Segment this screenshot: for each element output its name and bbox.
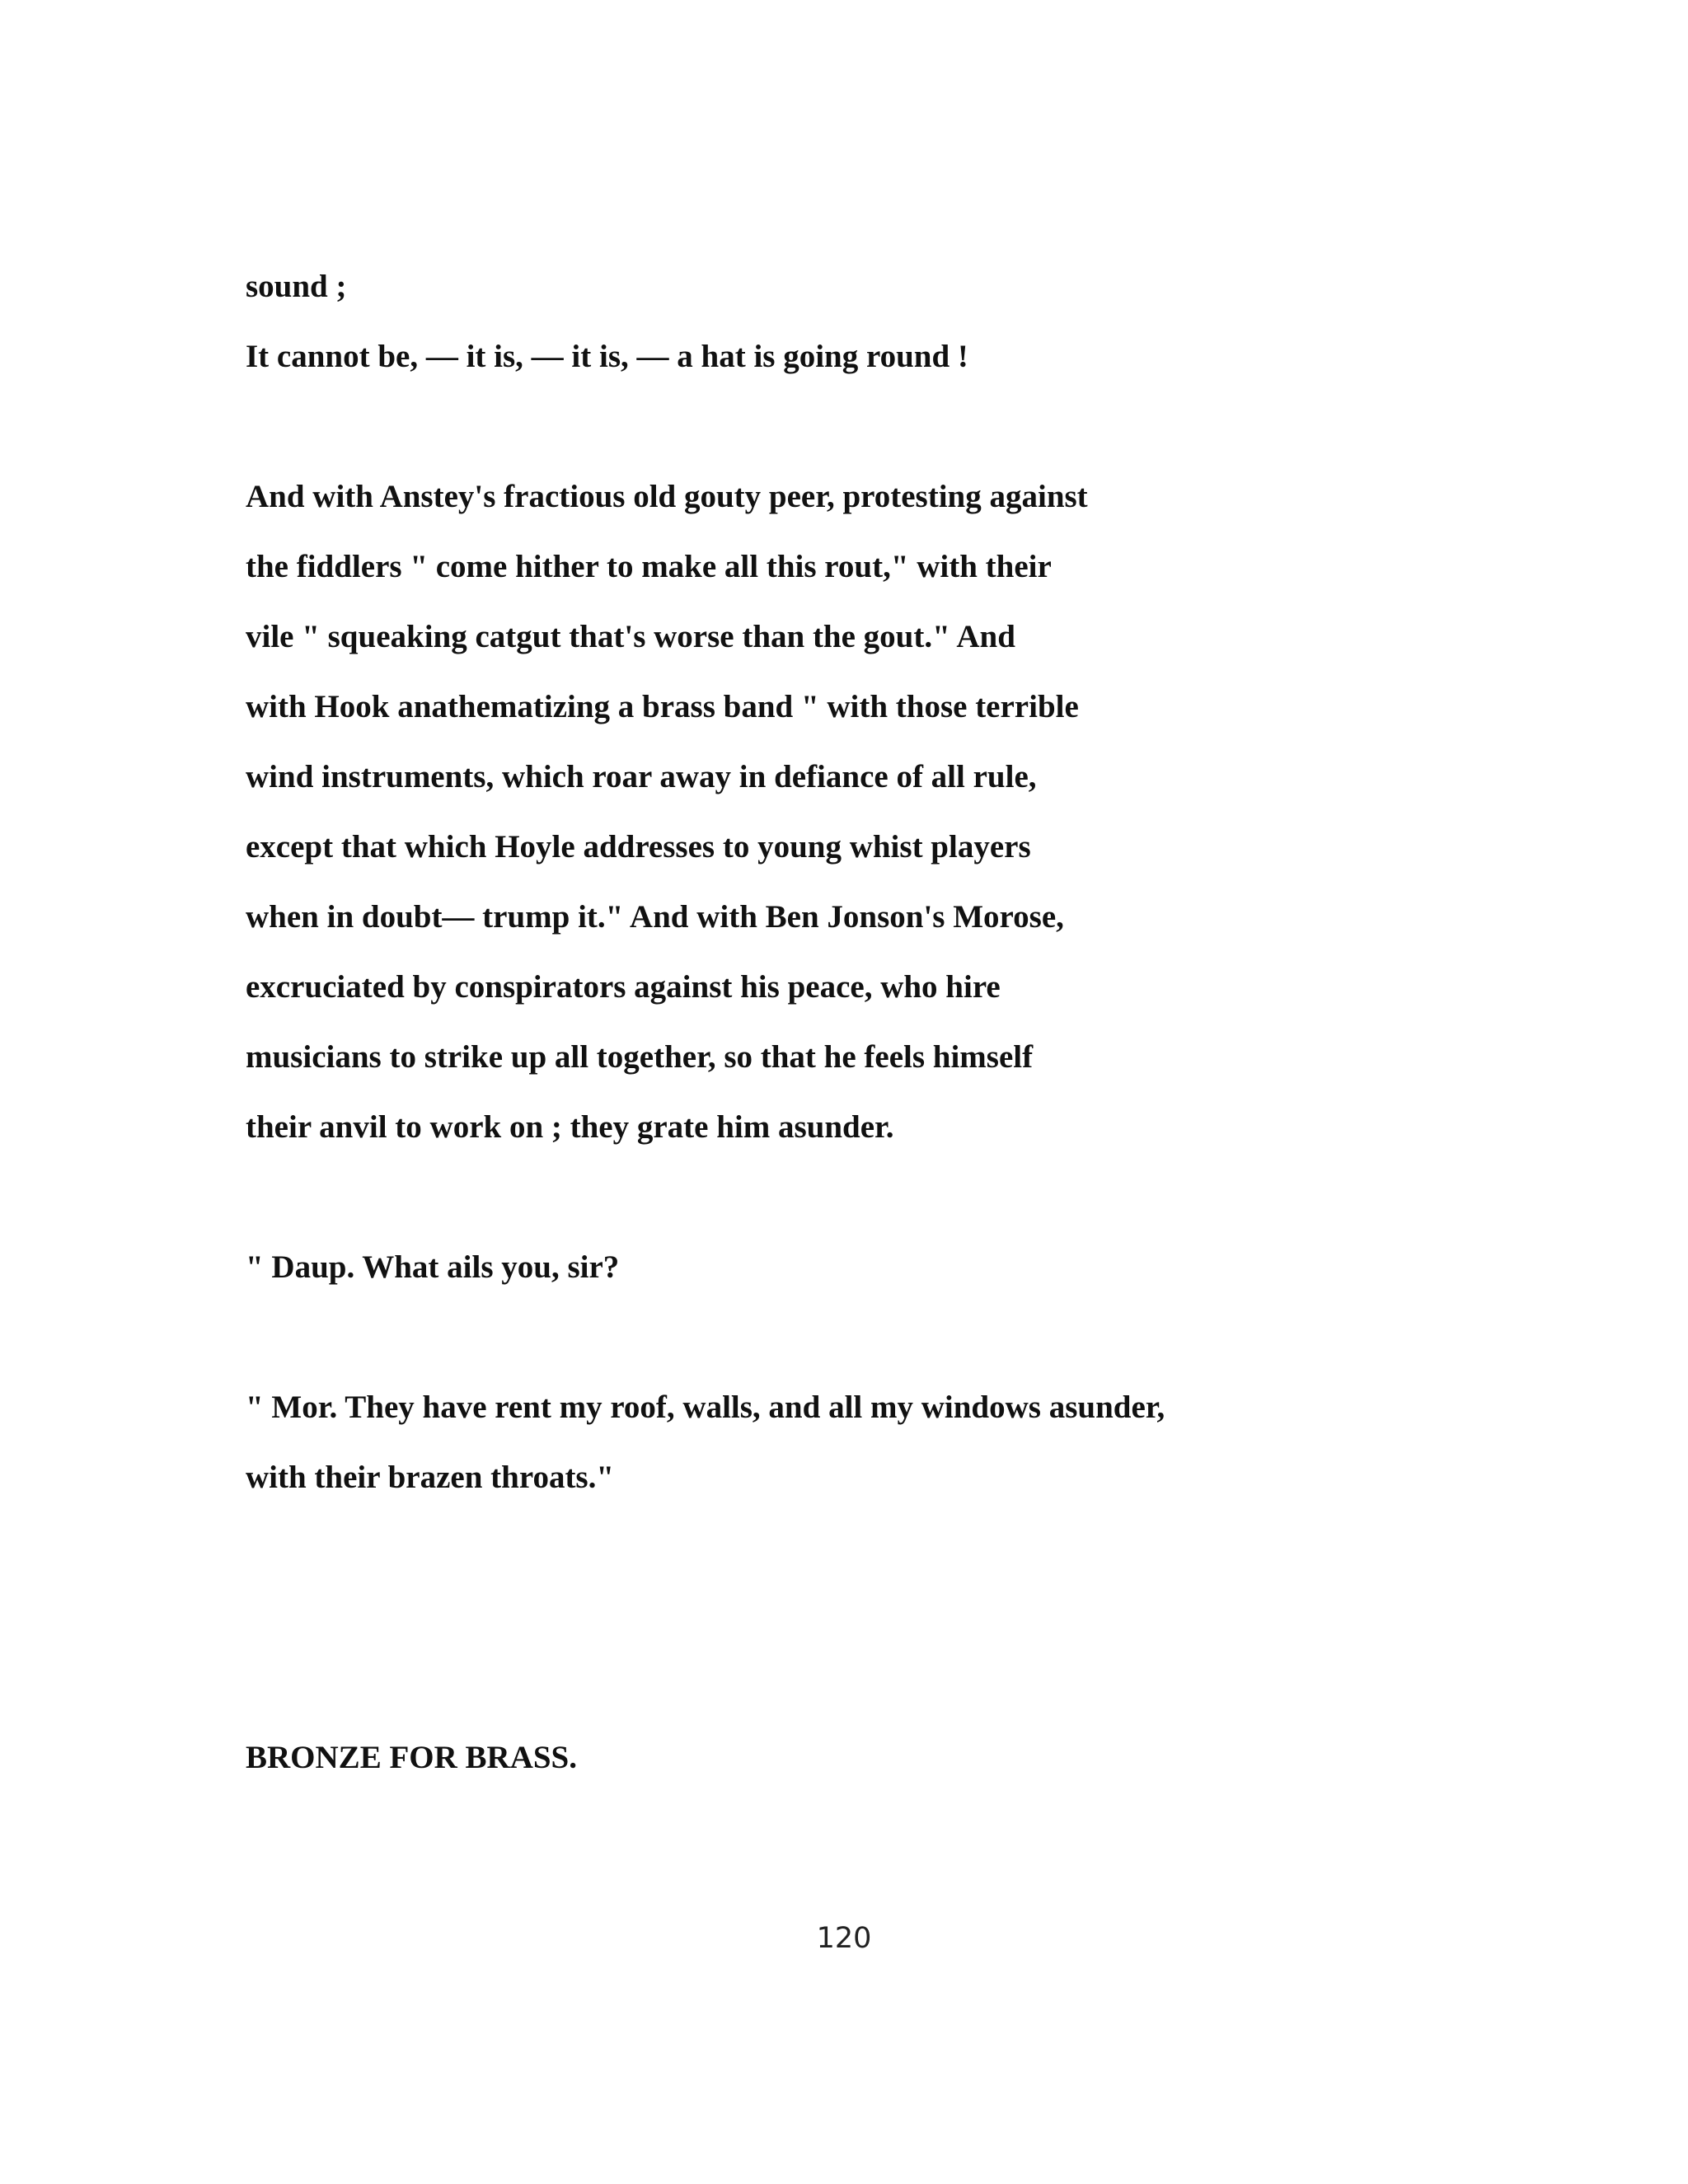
text-line: with Hook anathematizing a brass band " with those terrible [246, 689, 1079, 724]
page-number: 120 [816, 1922, 872, 1955]
paragraph-gap [246, 1162, 1606, 1232]
dialogue-line-mor: with their brazen throats." [246, 1460, 615, 1495]
text-line: musicians to strike up all together, so that he feels himself [246, 1039, 1034, 1075]
text-line: their anvil to work on ; they grate him asunder. [246, 1109, 894, 1145]
text-line: excruciated by conspirators against his peace, who hire [246, 969, 1001, 1005]
dialogue-line-mor: " Mor. They have rent my roof, walls, and all my windows asunder, [246, 1390, 1165, 1425]
paragraph-gap [246, 1302, 1606, 1372]
page-text [246, 251, 1606, 1793]
section-heading: BRONZE FOR BRASS. [246, 1740, 577, 1775]
text-line: wind instruments, which roar away in defiance of all rule, [246, 759, 1037, 794]
text-line: except that which Hoyle addresses to young whist players [246, 829, 1031, 865]
text-line: It cannot be, — it is, — it is, — a hat is going round ! [246, 339, 968, 374]
text-line: the fiddlers " come hither to make all this rout," with their [246, 549, 1052, 584]
text-line: And with Anstey's fractious old gouty peer, protesting against [246, 479, 1088, 514]
text-line: vile " squeaking catgut that's worse than the gout." And [246, 619, 1015, 654]
text-line: when in doubt— trump it." And with Ben Jonson's Morose, [246, 899, 1064, 935]
section-gap [246, 1512, 1606, 1722]
dialogue-line-daup: " Daup. What ails you, sir? [246, 1249, 620, 1285]
text-line: sound ; [246, 269, 347, 304]
paragraph-gap [246, 391, 1606, 462]
